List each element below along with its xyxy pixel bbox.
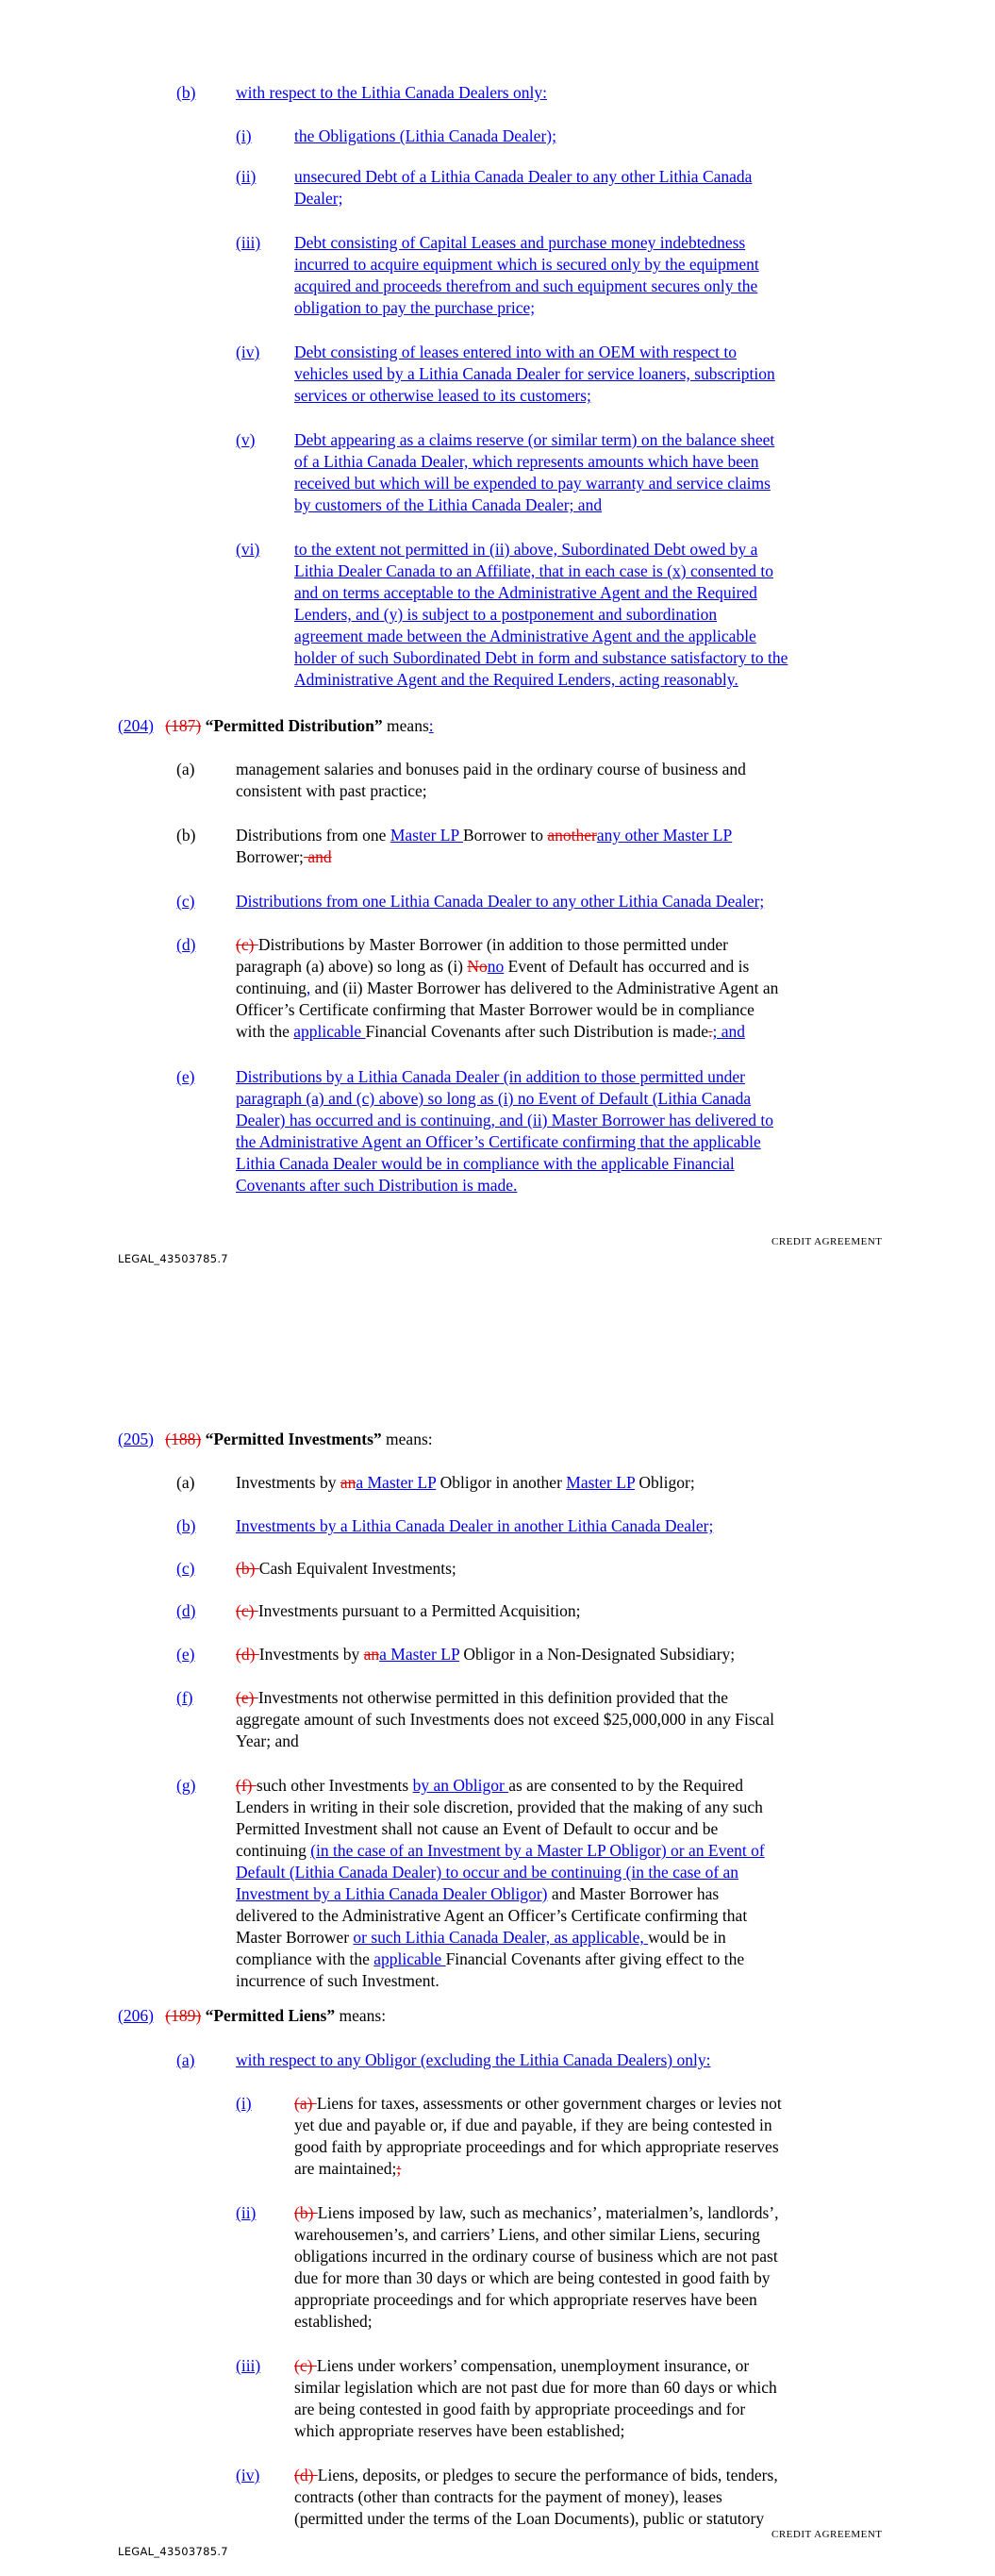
item-text: with respect to any Obligor (excluding the Lithia Canada Dealers) only: — [236, 2050, 711, 2069]
text-run: Liens, deposits, or pledges to secure the performance of bids, tenders, — [317, 2466, 778, 2484]
item-line: Dealer; — [294, 189, 343, 208]
item-line: Debt consisting of leases entered into with an OEM with respect to — [294, 343, 737, 361]
deleted-text: and — [303, 847, 332, 866]
inserted-text: Default (Lithia Canada Dealer) to occur and be continuing (in the case of an — [236, 1863, 739, 1882]
item-label: (e) — [176, 1645, 195, 1664]
text-run: Distributions by Master Borrower (in addition to those permitted under — [257, 935, 728, 954]
inserted-colon: : — [428, 716, 434, 735]
item-line: of a Lithia Canada Dealer, which represents amounts which have been — [294, 452, 759, 471]
text-run: Borrower to — [462, 826, 548, 845]
footer-document-id: LEGAL_43503785.7 — [118, 1252, 228, 1265]
item-label: (iv) — [236, 2466, 260, 2484]
item-label: (b) — [176, 1516, 196, 1535]
deleted-text: . — [708, 1022, 713, 1041]
item-label: (a) — [176, 760, 195, 778]
item-label: (f) — [176, 1688, 193, 1707]
text-run: Liens under workers’ compensation, unemployment insurance, or — [316, 2356, 750, 2375]
deleted-text: (b) — [294, 2203, 318, 2222]
inserted-text: (in the case of an Investment by a Master LP Obligor) or an Event of — [310, 1841, 765, 1860]
item-line: Lenders, and (y) is subject to a postponement and subordination — [294, 605, 718, 624]
text-run: and Master Borrower has — [547, 1884, 720, 1903]
text-run: Permitted Investment shall not cause an Event of Default to occur and be — [236, 1819, 719, 1838]
deleted-text: an — [340, 1473, 357, 1492]
document-page-1 — [0, 0, 995, 1274]
text-run: Year; and — [236, 1731, 299, 1750]
deleted-text: (c) — [294, 2356, 317, 2375]
text-run: yet due and payable or, if due and payable, if they are being contested in — [294, 2116, 772, 2134]
text-run: are being contested in good faith by appropriate proceedings and for — [294, 2400, 746, 2418]
text-run: Investments pursuant to a Permitted Acquisition; — [257, 1601, 581, 1620]
item-line: obligation to pay the purchase price; — [294, 298, 536, 317]
item-text: Distributions from one Lithia Canada Dealer to any other Lithia Canada Dealer; — [236, 892, 765, 911]
inserted-text: , — [306, 979, 311, 997]
item-text: Investments by a Lithia Canada Dealer in another Lithia Canada Dealer; — [236, 1516, 714, 1535]
text-run: as are consented to by the Required — [508, 1776, 743, 1795]
item-text: the Obligations (Lithia Canada Dealer); — [294, 126, 556, 145]
text-run: Event of Default has occurred and is — [504, 957, 750, 976]
text-run: and (ii) Master Borrower has delivered to the Administrative Agent an — [310, 979, 779, 997]
section-206-permitted-liens — [118, 2005, 929, 2027]
term-means: means — [382, 716, 429, 735]
defined-term: “Permitted Investments” — [205, 1430, 382, 1448]
item-line: by customers of the Lithia Canada Dealer; and — [294, 495, 603, 514]
item-label: (a) — [176, 1473, 195, 1492]
text-run: warehousemen’s, and carriers’ Liens, and other similar Liens, securing — [294, 2225, 760, 2244]
item-line: vehicles used by a Lithia Canada Dealer for service loaners, subscription — [294, 364, 775, 383]
inserted-text: or such Lithia Canada Dealer, as applicable, — [353, 1928, 649, 1947]
footer-document-id: LEGAL_43503785.7 — [118, 2545, 228, 2558]
deleted-text: ; — [396, 2159, 402, 2178]
item-line: unsecured Debt of a Lithia Canada Dealer to any other Lithia Canada — [294, 167, 753, 186]
deleted-section-number: (189) — [165, 2006, 202, 2025]
text-run: Liens imposed by law, such as mechanics’, materialmen’s, landlords’, — [317, 2203, 779, 2222]
item-label: (iv) — [236, 343, 260, 361]
section-number: (205) — [118, 1430, 154, 1448]
text-run: Investments by — [236, 1473, 340, 1492]
deleted-text: (b) — [236, 1559, 259, 1578]
text-run: Investments not otherwise permitted in this definition provided that the — [257, 1688, 728, 1707]
item-label: (i) — [236, 126, 252, 145]
inserted-text: a Master LP — [356, 1473, 437, 1492]
item-label: (ii) — [236, 2203, 257, 2222]
item-label: (iii) — [236, 233, 261, 252]
footer-document-title: CREDIT AGREEMENT — [771, 2529, 883, 2540]
item-line: acquired and proceeds therefrom and such equipment secures only the — [294, 276, 758, 295]
item-line: Covenants after such Distribution is made. — [236, 1176, 518, 1195]
item-line: Administrative Agent and the Required Lenders, acting reasonably. — [294, 670, 738, 689]
item-label: (d) — [176, 1601, 196, 1620]
item-line: and on terms acceptable to the Administrative Agent and the Required — [294, 583, 757, 602]
deleted-text: (c) — [236, 935, 258, 954]
item-line: agreement made between the Administrative Agent and the applicable — [294, 627, 756, 645]
deleted-text: (f) — [236, 1776, 257, 1795]
text-run: Liens for taxes, assessments or other government charges or levies not — [316, 2094, 782, 2113]
inserted-text: no — [487, 957, 505, 976]
text-run: incurrence of such Investment. — [236, 1971, 439, 1990]
item-label: (e) — [176, 1067, 195, 1086]
inserted-text: any other Master LP — [596, 826, 733, 845]
inserted-text: a Master LP — [379, 1645, 460, 1664]
section-number: (204) — [118, 716, 154, 735]
item-line: Dealer) has occurred and is continuing, and (ii) Master Borrower has delivered to — [236, 1111, 774, 1129]
inserted-text: Investment by a Lithia Canada Dealer Obligor) — [236, 1884, 548, 1903]
text-run: Investments by — [258, 1645, 364, 1664]
item-label: (vi) — [236, 540, 260, 559]
text-run: are maintained; — [294, 2159, 397, 2178]
text-run: which appropriate reserves have been established; — [294, 2421, 625, 2440]
text-run: Financial Covenants after giving effect to the — [445, 1949, 745, 1968]
item-line: Lithia Canada Dealer would be in compliance with the applicable Financial — [236, 1154, 735, 1173]
item-line: services or otherwise leased to its customers; — [294, 386, 591, 405]
item-label: (c) — [176, 892, 195, 911]
text-run: (permitted under the terms of the Loan Documents), public or statutory — [294, 2509, 765, 2528]
text-run: aggregate amount of such Investments does not exceed $25,000,000 in any Fiscal — [236, 1710, 775, 1729]
deleted-text: (d) — [236, 1645, 259, 1664]
item-line: paragraph (a) and (c) above) so long as (i) no Event of Default (Lithia Canada — [236, 1089, 752, 1108]
item-line: consistent with past practice; — [236, 781, 427, 800]
deleted-text: (a) — [294, 2094, 317, 2113]
text-run: paragraph (a) above) so long as (i) — [236, 957, 468, 976]
inserted-text: applicable — [293, 1022, 366, 1041]
defined-term: “Permitted Liens” — [205, 2006, 336, 2025]
term-means: means: — [335, 2006, 387, 2025]
text-run: due for more than 30 days or which are being contested in good faith by — [294, 2268, 771, 2287]
text-run: Obligor in another — [436, 1473, 567, 1492]
text-run: such other Investments — [256, 1776, 413, 1795]
text-run: similar legislation which are not past due for more than 60 days or which — [294, 2378, 777, 2397]
item-line: Debt consisting of Capital Leases and purchase money indebtedness — [294, 233, 746, 252]
item-line: Debt appearing as a claims reserve (or similar term) on the balance sheet — [294, 430, 775, 449]
deleted-section-number: (188) — [165, 1430, 202, 1448]
deleted-text: No — [467, 957, 488, 976]
text-run: Financial Covenants after such Distribution is made — [365, 1022, 709, 1041]
text-run: good faith by appropriate proceedings and for which appropriate reserves — [294, 2137, 779, 2156]
text-run: obligations incurred in the ordinary course of business which are not past — [294, 2247, 778, 2266]
text-run: Cash Equivalent Investments; — [258, 1559, 456, 1578]
term-means: means: — [381, 1430, 433, 1448]
defined-term: “Permitted Distribution” — [205, 716, 383, 735]
text-run: Officer’s Certificate confirming that Master Borrower would be in compliance — [236, 1000, 755, 1019]
item-line: to the extent not permitted in (ii) above, Subordinated Debt owed by a — [294, 540, 758, 559]
item-label: (v) — [236, 430, 256, 449]
item-label: (d) — [176, 935, 196, 954]
text-run: Obligor in a Non-Designated Subsidiary; — [459, 1645, 736, 1664]
deleted-text: (d) — [294, 2466, 318, 2484]
inserted-text: Master LP — [390, 826, 463, 845]
item-line: Lithia Dealer Canada to an Affiliate, that in each case is (x) consented to — [294, 561, 773, 580]
inserted-text: Master LP — [566, 1473, 636, 1492]
item-label: (iii) — [236, 2356, 261, 2375]
inserted-text: applicable — [373, 1949, 446, 1968]
footer-document-title: CREDIT AGREEMENT — [771, 1236, 883, 1247]
inserted-text: by an Obligor — [412, 1776, 509, 1795]
text-run: Master Borrower — [236, 1928, 354, 1947]
item-label: (b) — [176, 826, 196, 845]
deleted-section-number: (187) — [165, 716, 202, 735]
clause-label: (b) — [176, 83, 196, 102]
item-label: (c) — [176, 1559, 195, 1578]
document-page-2 — [0, 1387, 995, 2576]
text-run: appropriate proceedings and for which appropriate reserves have been — [294, 2290, 757, 2309]
text-run: continuing — [236, 1841, 311, 1860]
text-run: established; — [294, 2312, 373, 2331]
item-line: Distributions by a Lithia Canada Dealer (in addition to those permitted under — [236, 1067, 745, 1086]
item-label: (a) — [176, 2050, 195, 2069]
text-run: would be in — [648, 1928, 726, 1947]
text-run: Lenders in writing in their sole discretion, provided that the making of any such — [236, 1798, 763, 1816]
section-205-permitted-investments — [118, 1429, 929, 1450]
deleted-text: another — [547, 826, 597, 845]
inserted-text: ; and — [712, 1022, 745, 1041]
section-number: (206) — [118, 2006, 154, 2025]
text-run: Distributions from one — [236, 826, 390, 845]
text-run: compliance with the — [236, 1949, 374, 1968]
deleted-text: (c) — [236, 1601, 258, 1620]
text-run: Borrower; — [236, 847, 304, 866]
item-line: received but which will be expended to pay warranty and service claims — [294, 474, 771, 493]
text-run: delivered to the Administrative Agent an Officer’s Certificate confirming that — [236, 1906, 748, 1925]
item-label: (ii) — [236, 167, 257, 186]
item-line: holder of such Subordinated Debt in form and substance satisfactory to the — [294, 648, 788, 667]
deleted-text: an — [363, 1645, 380, 1664]
item-line: management salaries and bonuses paid in the ordinary course of business and — [236, 760, 746, 778]
clause-text: with respect to the Lithia Canada Dealers only: — [236, 83, 547, 102]
item-label: (i) — [236, 2094, 252, 2113]
text-run: contracts (other than contracts for the payment of money), leases — [294, 2487, 722, 2506]
item-line: the Administrative Agent an Officer’s Certificate confirming that the applicable — [236, 1132, 761, 1151]
text-run: with the — [236, 1022, 294, 1041]
section-204-permitted-distribution — [118, 715, 929, 737]
text-run: continuing — [236, 979, 307, 997]
item-label: (g) — [176, 1776, 196, 1795]
text-run: Obligor; — [635, 1473, 695, 1492]
deleted-text: (e) — [236, 1688, 258, 1707]
item-line: incurred to acquire equipment which is secured only by the equipment — [294, 255, 759, 274]
